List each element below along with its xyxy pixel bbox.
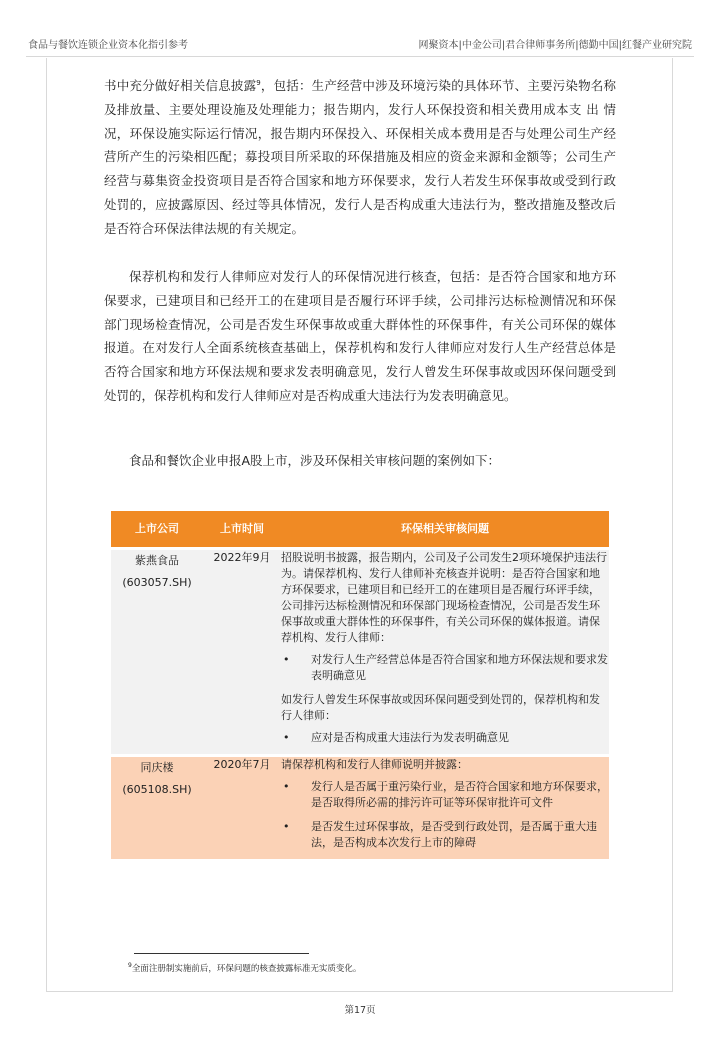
bullet-item [281,819,609,851]
case-table [111,511,609,859]
bullet-text: 对发行人生产经营总体是否符合国家和地方环保法规和要求发表明确意见 [311,653,608,682]
header-left-title: 食品与餐饮连锁企业资本化指引参考 [28,40,188,51]
footnote [128,962,361,974]
bullet-dot-icon: • [283,731,290,744]
paragraph-disclosure-start: 书中充分做好相关信息披露 [104,78,257,93]
page-number: 第17页 [344,1005,376,1016]
header-issues: 环保相关审核问题 [281,511,609,549]
listing-date: 2020年7月 [203,756,281,860]
table-row [111,549,609,756]
bullet-text: 应对是否构成重大违法行为发表明确意见 [311,731,509,744]
header-listing-date: 上市时间 [203,511,281,549]
issue-cell [281,549,609,756]
table-row [111,756,609,860]
paragraph-disclosure [104,74,616,241]
issue-text: 如发行人曾发生环保事故或因环保问题受到处罚的，保荐机构和发行人律师： [281,693,600,722]
table-header-row [111,511,609,549]
company-cell [111,549,203,756]
stock-code: (605108.SH) [122,783,192,796]
bullet-dot-icon: • [283,820,290,833]
footnote-divider [134,953,309,954]
stock-code: (603057.SH) [122,576,192,589]
bullet-item [281,730,609,746]
header-divider [26,56,694,57]
listing-date: 2022年9月 [203,549,281,756]
footnote-ref[interactable]: 9 [256,78,261,87]
company-cell [111,756,203,860]
bullet-dot-icon: • [283,780,290,793]
header-right-publishers: 网聚资本|中金公司|君合律师事务所|德勤中国|红餐产业研究院 [418,40,692,51]
bullet-text: 是否发生过环保事故，是否受到行政处罚，是否属于重大违法，是否构成本次发行上市的障碍 [311,820,597,849]
company-name: 同庆楼 [140,761,174,774]
header-company: 上市公司 [111,511,203,549]
issue-text: 请保荐机构和发行人律师说明并披露： [281,758,468,771]
issue-cell [281,756,609,860]
bullet-item [281,779,609,811]
paragraph-case-intro: 食品和餐饮企业申报A股上市，涉及环保相关审核问题的案例如下： [129,453,501,468]
paragraph-verification: 保荐机构和发行人律师应对发行人的环保情况进行核查，包括：是否符合国家和地方环保要求，已建项目和已经开工的在建项目是否履行环评手续，公司排污达标检测情况和环保部门现场检查情况，公司是否发生环保事故或重大群体性的环保事件，有关公司环保的媒体报道。在对发行人全面系统核查基础上，保荐机构和发行人律师应对发行人生产经营总体是否符合国家和地方环保法规和要求发表明确意见，发行人曾发生环保事故或因环保问题受到处罚的，保荐机构和发行人律师应对是否构成重大违法行为发表明确意见。 [104,269,616,403]
bullet-dot-icon: • [283,653,290,666]
issue-text: 招股说明书披露，报告期内，公司及子公司发生2项环境保护违法行为。请保荐机构、发行人律师补充核查并说明：是否符合国家和地方环保要求，已建项目和已经开工的在建项目是否履行环评手续，公司排污达标检测情况和环保部门现场检查情况，公司是否发生环保事故或重大群体性的环保事件，有关公司环保的媒体报道。请保荐机构、发行人律师： [281,551,607,644]
footnote-text: 全面注册制实施前后，环保问题的核查披露标准无实质变化。 [131,964,362,974]
company-name: 紫燕食品 [135,554,179,567]
paragraph-disclosure-rest: ，包括：生产经营中涉及环境污染的具体环节、主要污染物名称及排放量、主要处理设施及处理能力；报告期内，发行人环保投资和相关费用成本支 出 情况，环保设施实际运行情况，报告期内环保投入、环保相关成本费用是否与处理公司生产经营所产生的污染相匹配；募投项目所采取的环保措施及相应的资金来源和金额等；公司生产经营与募集资金投资项目是否符合国家和地方环保要求，发行人若发生环保事故或受到行政处罚的，应披露原因、经过等具体情况，发行人是否构成重大违法行为，整改措施及整改后是否符合环保法律法规的有关规定。 [104,78,616,236]
bullet-item [281,652,609,684]
bullet-text: 发行人是否属于重污染行业，是否符合国家和地方环保要求，是否取得所必需的排污许可证等环保审批许可文件 [311,780,608,809]
footnote-marker: 9 [128,962,132,970]
